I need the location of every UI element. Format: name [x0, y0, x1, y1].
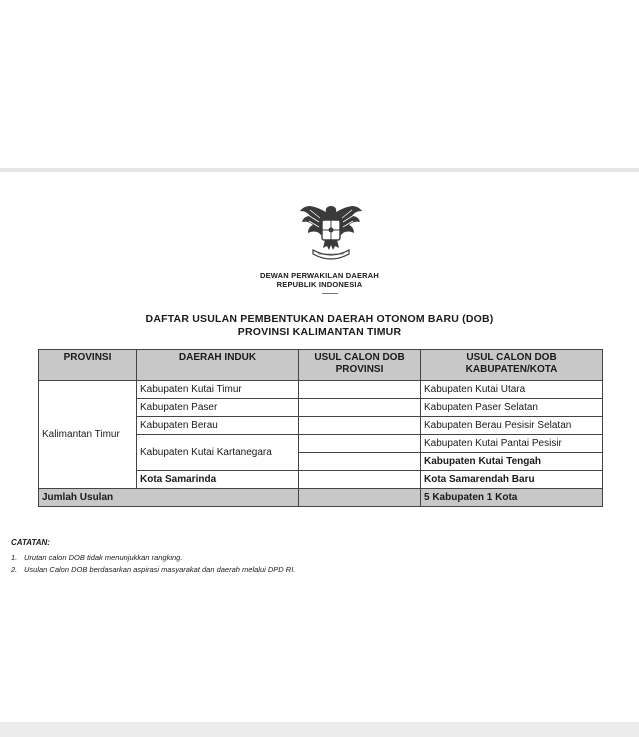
- header-usul-provinsi: USUL CALON DOB PROVINSI: [299, 350, 421, 381]
- next-page-gap: [0, 722, 639, 737]
- prov-cell: [299, 471, 421, 489]
- note-number: 1.: [11, 553, 18, 562]
- induk-cell: Kabupaten Berau: [137, 417, 299, 435]
- divider: [322, 293, 338, 294]
- prov-cell: [299, 381, 421, 399]
- kab-cell: Kabupaten Berau Pesisir Selatan: [421, 417, 603, 435]
- kab-cell: Kabupaten Kutai Utara: [421, 381, 603, 399]
- induk-cell: Kabupaten Paser: [137, 399, 299, 417]
- summary-label: Jumlah Usulan: [39, 489, 299, 507]
- induk-cell: Kabupaten Kutai Kartanegara: [137, 435, 299, 471]
- summary-row: [39, 489, 603, 507]
- document-subtitle: PROVINSI KALIMANTAN TIMUR: [237, 326, 402, 338]
- note-text: Usulan Calon DOB berdasarkan aspirasi masyarakat dan daerah melalui DPD RI.: [24, 565, 296, 574]
- org-country: REPUBLIK INDONESIA: [276, 280, 363, 289]
- org-name: DEWAN PERWAKILAN DAERAH: [259, 271, 380, 280]
- previous-page: [0, 0, 639, 168]
- header-usul-kabupaten: USUL CALON DOB KABUPATEN/KOTA: [421, 350, 603, 381]
- prov-cell: [299, 453, 421, 471]
- header-daerah-induk: DAERAH INDUK: [137, 350, 299, 381]
- garuda-emblem-icon: [296, 198, 366, 266]
- header-provinsi: PROVINSI: [39, 350, 137, 381]
- note-item: [11, 565, 295, 574]
- note-item: [11, 553, 182, 562]
- notes-title: CATATAN:: [11, 538, 50, 547]
- prov-cell: [299, 399, 421, 417]
- note-text: Urutan calon DOB tidak menunjukkan rangking.: [24, 553, 183, 562]
- induk-cell: Kota Samarinda: [137, 471, 299, 489]
- province-cell: Kalimantan Timur: [39, 381, 137, 489]
- note-number: 2.: [11, 565, 18, 574]
- table-row: [39, 381, 603, 399]
- summary-kab: 5 Kabupaten 1 Kota: [421, 489, 603, 507]
- prov-cell: [299, 435, 421, 453]
- summary-prov: [299, 489, 421, 507]
- induk-cell: Kabupaten Kutai Timur: [137, 381, 299, 399]
- kab-cell: Kabupaten Kutai Pantai Pesisir: [421, 435, 603, 453]
- kab-cell: Kabupaten Paser Selatan: [421, 399, 603, 417]
- table-header-row: [39, 350, 603, 381]
- document-page: [0, 172, 639, 722]
- dob-table: [38, 349, 603, 507]
- prov-cell: [299, 417, 421, 435]
- kab-cell: Kota Samarendah Baru: [421, 471, 603, 489]
- document-title: DAFTAR USULAN PEMBENTUKAN DAERAH OTONOM BARU (DOB): [145, 313, 494, 325]
- kab-cell: Kabupaten Kutai Tengah: [421, 453, 603, 471]
